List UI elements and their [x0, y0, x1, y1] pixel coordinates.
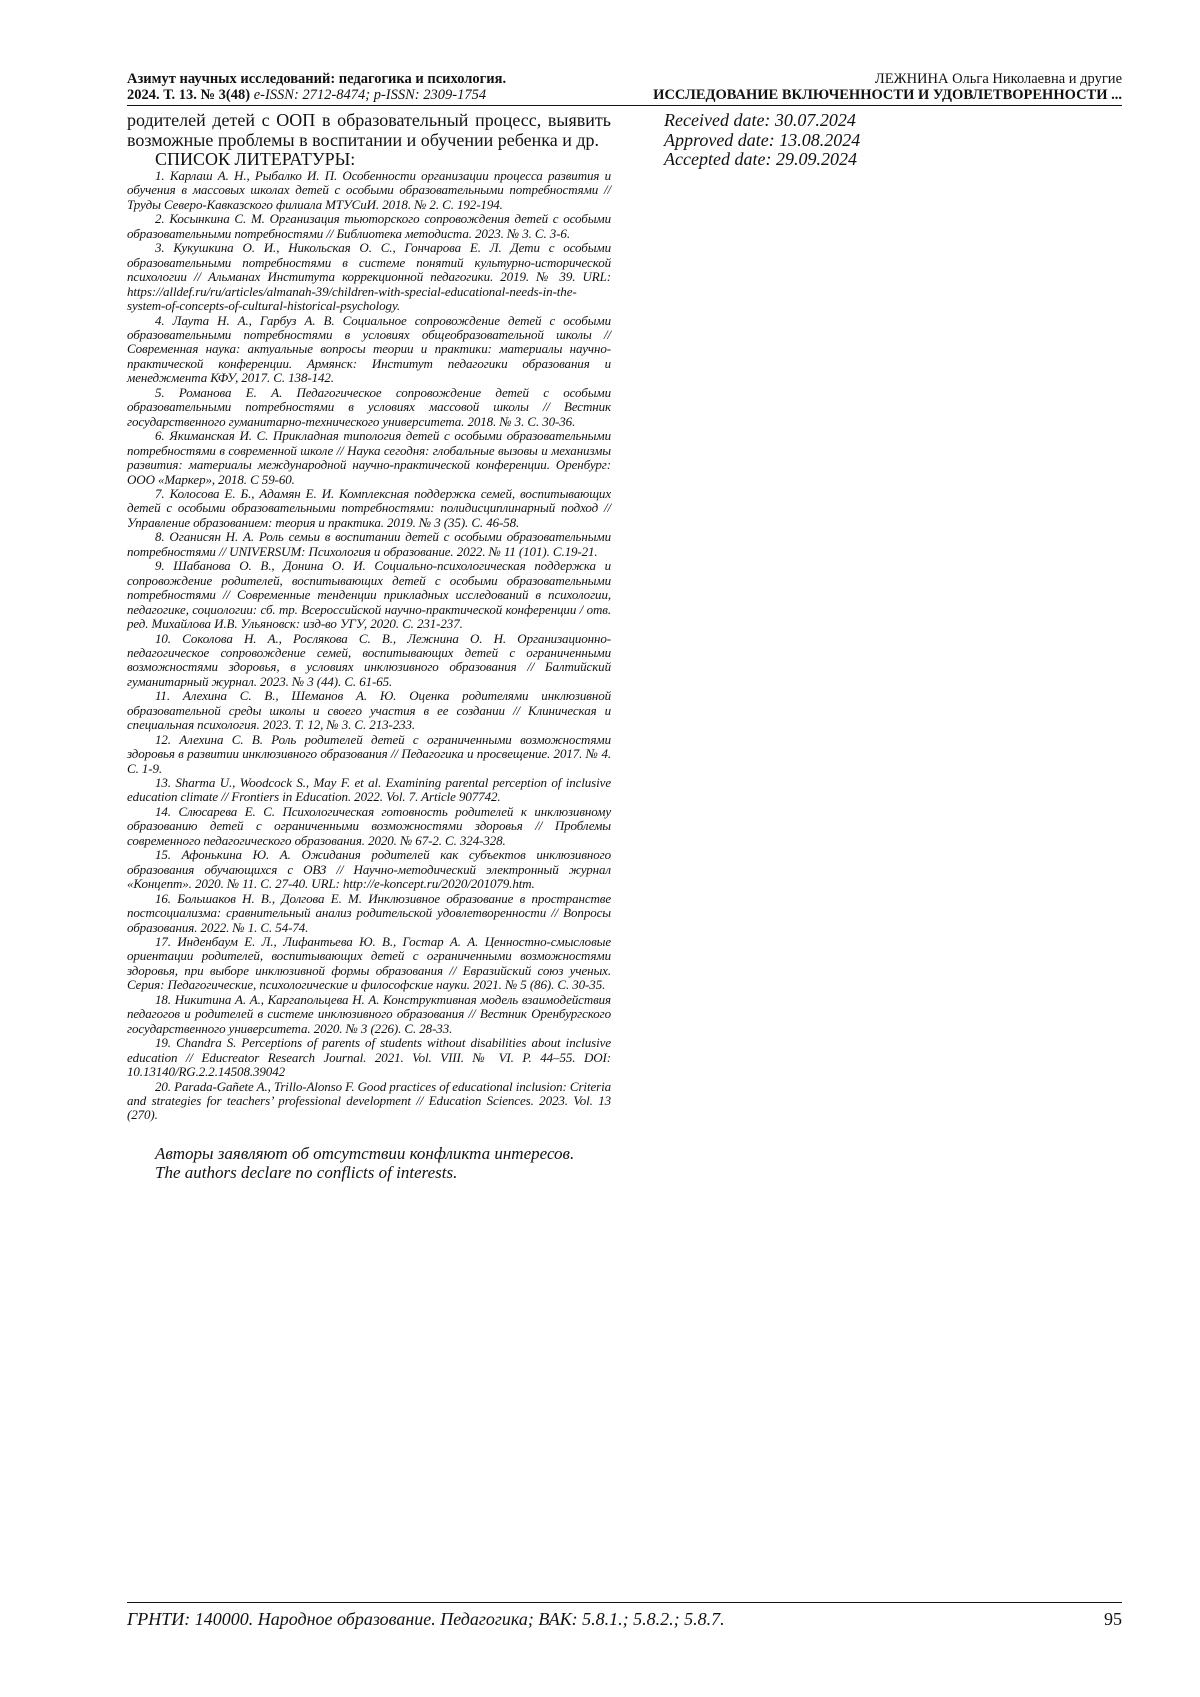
reference-item: 18. Никитина А. А., Каргапольцева Н. А. Конструктивная модель взаимодействия педагогов и родителей в системе инклюзивного образования // Вестник Оренбургского государственного университета. 2020. № 3 (226). С. 28-33. — [127, 991, 611, 1036]
header-authors: ЛЕЖНИНА Ольга Николаевна и другие — [874, 71, 1122, 87]
running-header-article — [582, 71, 1122, 103]
approved-date: Approved date: 13.08.2024 — [664, 129, 861, 150]
reference-item: 20. Parada-Gañete A., Trillo-Alonso F. Good practices of educational inclusion: Criteria and strategies for teachers’ professional development // Education Sciences. 2023. Vol. 13 (270). — [127, 1078, 611, 1123]
journal-name: Азимут научных исследований: педагогика и психология. — [127, 71, 507, 87]
reference-item: 17. Инденбаум Е. Л., Лифантьева Ю. В., Гостар А. А. Ценностно-смысловые ориентации родителей, воспитывающих детей с ограниченными возможностями здоровья, при выборе инклюзивной формы образования // Евразийский союз ученых. Серия: Педагогические, психологические и философские науки. 2021. № 5 (86). С. 30-35. — [127, 934, 611, 993]
reference-item: 13. Sharma U., Woodcock S., May F. et al. Examining parental perception of inclusive education climate // Frontiers in Education. 2022. Vol. 7. Article 907742. — [127, 775, 611, 805]
header-divider — [127, 105, 1122, 106]
reference-item: 10. Соколова Н. А., Рослякова С. В., Лежнина О. Н. Организационно-педагогическое сопровождение семей, воспитывающих детей с ограниченными возможностями здоровья, в условиях инклюзивного образования // Балтийский гуманитарный журнал. 2023. № 3 (44). С. 61-65. — [127, 630, 611, 689]
references-heading: СПИСОК ЛИТЕРАТУРЫ: — [155, 149, 356, 169]
declaration-en: The authors declare no conflicts of interests. — [155, 1163, 458, 1183]
footer-divider — [127, 1602, 1122, 1603]
header-article-title: ИССЛЕДОВАНИЕ ВКЛЮЧЕННОСТИ И УДОВЛЕТВОРЕННОСТИ ... — [653, 87, 1122, 103]
received-date: Received date: 30.07.2024 — [664, 110, 856, 130]
reference-item: 14. Слюсарева Е. С. Психологическая готовность родителей к инклюзивному образованию детей с ограниченными возможностями здоровья // Проблемы современного педагогического образования. 2020. № 67-2. С. 324-328. — [127, 803, 611, 848]
reference-item: 15. Афонькина Ю. А. Ожидания родителей как субъектов инклюзивного образования обучающихся с ОВЗ // Научно-методический электронный журнал «Концепт». 2020. № 11. С. 27-40. URL: http://e-koncept.ru/2020/201079.htm. — [127, 847, 611, 892]
reference-item: 1. Карлаш А. Н., Рыбалко И. П. Особенности организации процесса развития и обучения в массовых школах детей с особыми образовательными потребностями // Труды Северо-Кавказского филиала МТУСиИ. 2018. № 2. С. 192-194. — [127, 168, 611, 212]
reference-item: 7. Колосова Е. Б., Адамян Е. И. Комплексная поддержка семей, воспитывающих детей с особыми образовательными потребностями: полидисциплинарный подход // Управление образованием: теория и практика. 2019. № 3 (35). С. 46-58. — [127, 485, 611, 530]
running-header-journal — [127, 71, 647, 103]
reference-item: 3. Кукушкина О. И., Никольская О. С., Гончарова Е. Л. Дети с особыми образовательными потребностями в системе понятий культурно-исторической психологии // Альманах Института коррекционной педагогики. 2019. № 39. URL: https://alldef.ru/ru/articles/almanah-39/children-with-special-educational-needs-in-the-system-of-concepts-of-cultural-historical-psychology. — [127, 240, 611, 314]
reference-item: 16. Большаков Н. В., Долгова Е. М. Инклюзивное образование в пространстве постсоциализма: сравнительный анализ родительской удовлетворенности // Вопросы образования. 2022. № 1. С. 54-74. — [127, 890, 611, 935]
reference-item: 4. Лаута Н. А., Гарбуз А. В. Социальное сопровождение детей с особыми образовательными потребностями в условиях общеобразовательной школы // Современная наука: актуальные вопросы теории и практики: материалы научно-практической конференции. Армянск: Институт педагогики образования и менеджмента КФУ, 2017. С. 138-142. — [127, 312, 611, 386]
intro-paragraph: родителей детей с ООП в образовательный процесс, выявить возможные проблемы в воспитании и обучении ребенка и др. — [127, 110, 611, 150]
references-list — [127, 169, 611, 1123]
reference-item: 9. Шабанова О. В., Донина О. И. Социально-психологическая поддержка и сопровождение родителей, воспитывающих детей с особыми образовательными потребностями // Современные тенденции прикладных исследований в психологии, педагогике, социологии: сб. тр. Всероссийской научно-практической конференции / отв. ред. Михайлова И.В. Ульяновск: изд-во УГУ, 2020. С. 231-237. — [127, 558, 611, 632]
declaration-ru: Авторы заявляют об отсутствии конфликта интересов. — [155, 1143, 575, 1163]
left-column — [127, 111, 611, 1183]
volume-issue: 2024. Т. 13. № 3(48) — [127, 87, 251, 103]
reference-item: 19. Chandra S. Perceptions of parents of students without disabilities about inclusive education // Educreator Research Journal. 2021. Vol. VIII. № VI. P. 44–55. DOI: 10.13140/RG.2.2.14508.39042 — [127, 1035, 611, 1080]
reference-item: 2. Косынкина С. М. Организация тьюторского сопровождения детей с особыми образовательными потребностями // Библиотека методиста. 2023. № 3. С. 3-6. — [127, 211, 611, 241]
journal-issue — [127, 87, 647, 103]
reference-item: 11. Алехина С. В., Шеманов А. Ю. Оценка родителями инклюзивной образовательной среды школы и своего участия в ее создании // Клиническая и специальная психология. 2023. Т. 12, № 3. С. 213-233. — [127, 688, 611, 733]
reference-item: 5. Романова Е. А. Педагогическое сопровождение детей с особыми образовательными потребностями в условиях массовой школы // Вестник государственного гуманитарно-технического университета. 2018. № 3. С. 30-36. — [127, 384, 611, 429]
footer-classification: ГРНТИ: 140000. Народное образование. Педагогика; ВАК: 5.8.1.; 5.8.2.; 5.8.7. — [127, 1609, 725, 1629]
reference-item: 8. Оганисян Н. А. Роль семьи в воспитании детей с особыми образовательными потребностями // UNIVERSUM: Психология и образование. 2022. № 11 (101). С.19-21. — [127, 529, 611, 559]
reference-item: 6. Якиманская И. С. Прикладная типология детей с особыми образовательными потребностями в современной школе // Наука сегодня: глобальные вызовы и механизмы развития: материалы международной научно-практической конференции. Оренбург: ООО «Маркер», 2018. С 59-60. — [127, 428, 611, 487]
article-dates — [664, 111, 1104, 170]
conflict-declaration — [127, 1144, 611, 1183]
accepted-date: Accepted date: 29.09.2024 — [664, 149, 857, 169]
reference-item: 12. Алехина С. В. Роль родителей детей с ограниченными возможностями здоровья в развитии инклюзивного образования // Педагогика и просвещение. 2017. № 4. С. 1-9. — [127, 731, 611, 776]
page-number: 95 — [1104, 1609, 1122, 1629]
issn: e-ISSN: 2712-8474; p-ISSN: 2309-1754 — [253, 87, 487, 103]
